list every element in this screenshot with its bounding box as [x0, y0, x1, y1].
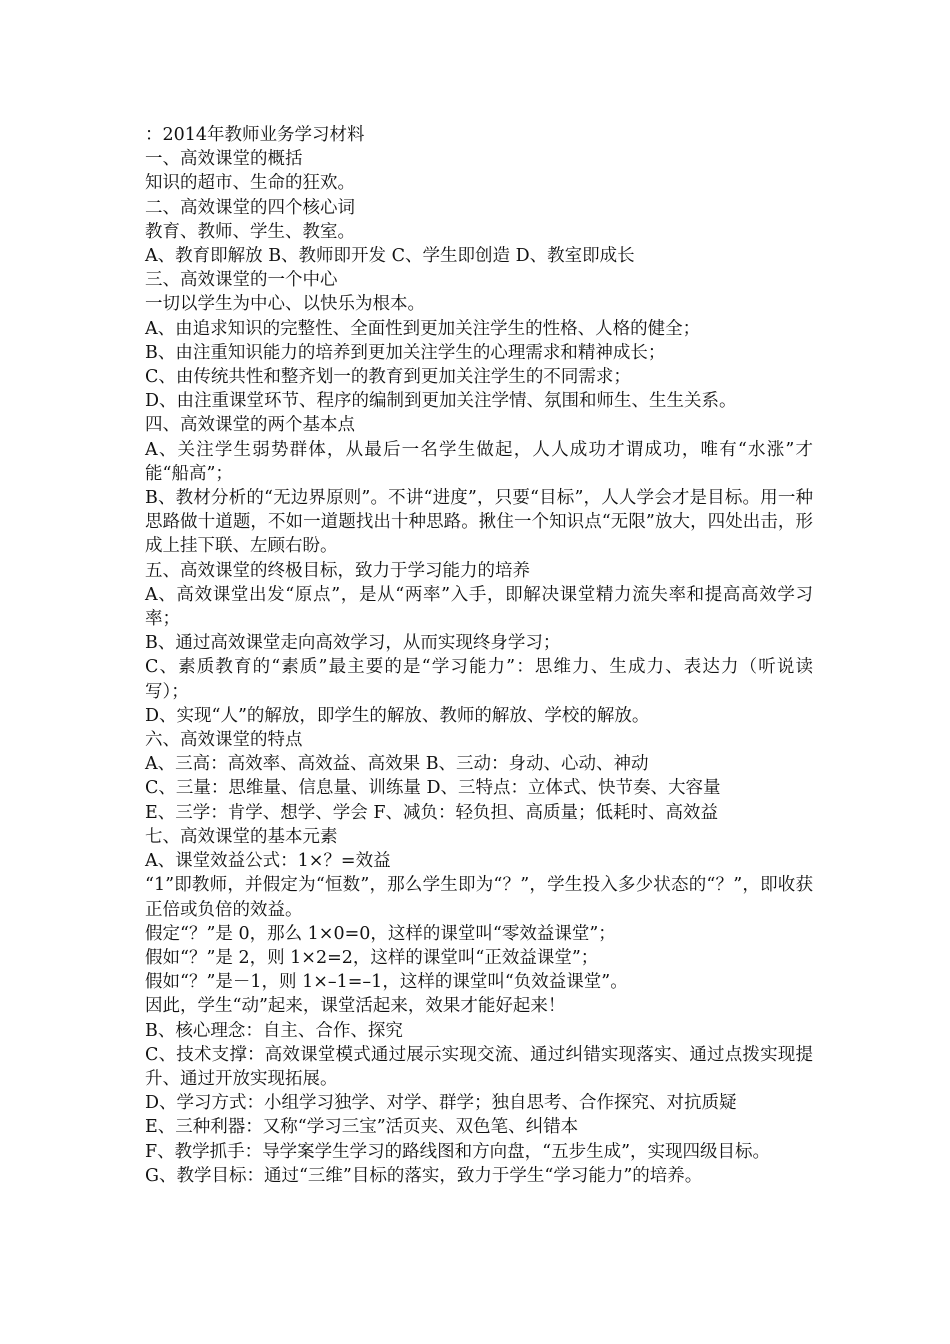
- paragraph-line: 因此，学生“动”起来，课堂活起来，效果才能好起来！: [145, 996, 566, 1017]
- paragraph-line: A、三高：高效率、高效益、高效果 B、三动：身动、心动、神动: [145, 754, 649, 775]
- paragraph: B、教材分析的“无边界原则”。不讲“进度”，只要“目标”，人人学会才是目标。用一种思路做十道题，不如一道题找出十种思路。揪住一个知识点“无限”放大，四处出击，形成上挂下联、左顾右盼。: [145, 488, 813, 557]
- paragraph-line: A、由追求知识的完整性、全面性到更加关注学生的性格、人格的健全；: [145, 318, 701, 339]
- document-body: [145, 123, 813, 1188]
- paragraph: A、高效课堂出发“原点”，是从“两率”入手，即解决课堂精力流失率和提高高效学习率；: [145, 584, 813, 630]
- paragraph-line: 一切以学生为中心、以快乐为根本。: [145, 294, 425, 315]
- paragraph-line: 假定“？”是 0，那么 1×0=0，这样的课堂叫“零效益课堂”；: [145, 923, 616, 944]
- paragraph-line: A、课堂效益公式：1×？=效益: [145, 851, 391, 872]
- paragraph-line: F、教学抓手：导学案学生学习的路线图和方向盘，“五步生成”，实现四级目标。: [145, 1141, 771, 1162]
- paragraph-line: C、三量：思维量、信息量、训练量 D、三特点：立体式、快节奏、大容量: [145, 778, 721, 799]
- paragraph-line: B、通过高效课堂走向高效学习，从而实现终身学习；: [145, 633, 561, 654]
- paragraph-line: C、由传统共性和整齐划一的教育到更加关注学生的不同需求；: [145, 367, 631, 388]
- section-heading-6: 六、高效课堂的特点: [145, 730, 303, 751]
- paragraph: C、技术支撑：高效课堂模式通过展示实现交流、通过纠错实现落实、通过点拨实现提升、通过开放实现拓展。: [145, 1044, 813, 1089]
- document-title: ：2014年教师业务学习材料: [145, 125, 365, 145]
- paragraph-line: A、教育即解放 B、教师即开发 C、学生即创造 D、教室即成长: [145, 246, 635, 267]
- section-heading-4: 四、高效课堂的两个基本点: [145, 415, 355, 436]
- paragraph-line: 教育、教师、学生、教室。: [145, 221, 355, 242]
- paragraph-line: E、三种利器：又称“学习三宝”活页夹、双色笔、纠错本: [145, 1117, 579, 1138]
- section-heading-5: 五、高效课堂的终极目标，致力于学习能力的培养: [145, 560, 530, 581]
- paragraph-line: G、教学目标：通过“三维”目标的落实，致力于学生“学习能力”的培养。: [145, 1165, 703, 1186]
- paragraph-line: 假如“？”是 2，则 1×2=2，这样的课堂叫“正效益课堂”；: [145, 947, 599, 968]
- paragraph: C、素质教育的“素质”最主要的是“学习能力”：思维力、生成力、表达力（听说读写）；: [145, 657, 813, 702]
- section-heading-2: 二、高效课堂的四个核心词: [145, 197, 355, 218]
- paragraph-line: 假如“？”是－1，则 1×–1=–1，这样的课堂叫“负效益课堂”。: [145, 972, 628, 993]
- section-heading-7: 七、高效课堂的基本元素: [145, 826, 338, 847]
- paragraph-line: 知识的超市、生命的狂欢。: [145, 173, 355, 194]
- paragraph: A、关注学生弱势群体，从最后一名学生做起，人人成功才谓成功，唯有“水涨”才能“船高”；: [145, 439, 813, 484]
- paragraph-line: B、由注重知识能力的培养到更加关注学生的心理需求和精神成长；: [145, 342, 666, 363]
- paragraph-line: E、三学：肯学、想学、学会 F、减负：轻负担、高质量；低耗时、高效益: [145, 802, 718, 823]
- paragraph: “1”即教师，并假定为“恒数”，那么学生即为“？”，学生投入多少状态的“？”，即收获正倍或负倍的效益。: [145, 875, 813, 920]
- paragraph-line: D、由注重课堂环节、程序的编制到更加关注学情、氛围和师生、生生关系。: [145, 391, 737, 412]
- section-heading-3: 三、高效课堂的一个中心: [145, 270, 338, 291]
- paragraph-line: D、学习方式：小组学习独学、对学、群学；独自思考、合作探究、对抗质疑: [145, 1093, 737, 1114]
- paragraph-line: D、实现“人”的解放，即学生的解放、教师的解放、学校的解放。: [145, 705, 650, 726]
- paragraph-line: B、核心理念：自主、合作、探究: [145, 1020, 403, 1041]
- section-heading-1: 一、高效课堂的概括: [145, 149, 303, 170]
